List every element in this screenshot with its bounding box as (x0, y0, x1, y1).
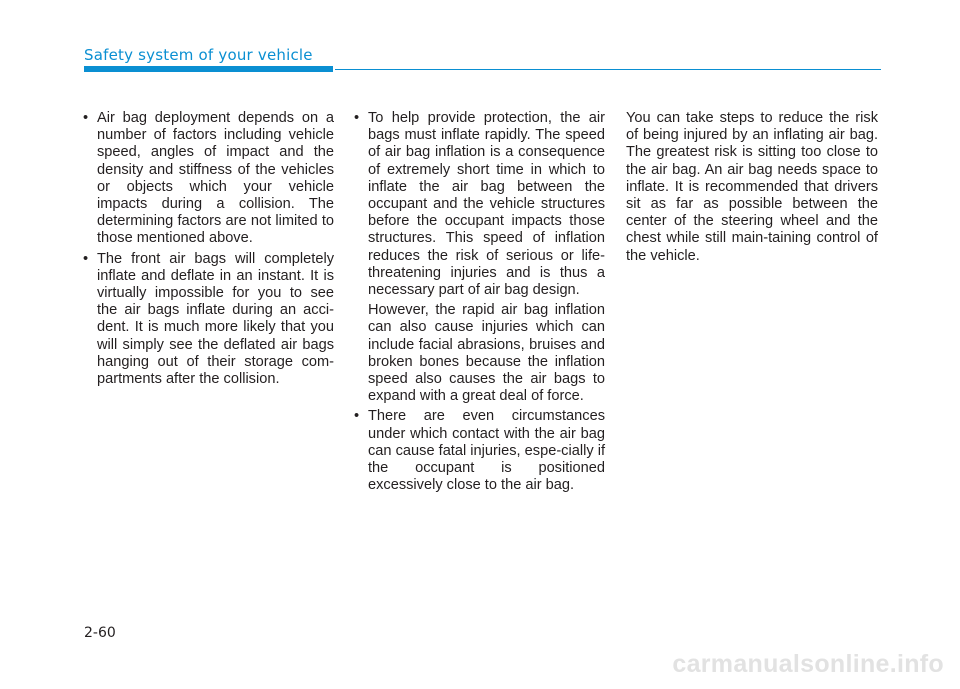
text-column-1 (82, 110, 334, 391)
bullet-item (353, 408, 605, 494)
page-number: 2-60 (84, 625, 116, 641)
bullet-text: Air bag deployment depends on a number of factors including vehicle speed, angles of impact and the density and stiffness of the vehicles or objects which your vehicle impacts during a collision. The determining factors are not limited to those mentioned above. (97, 110, 334, 247)
body-paragraph: You can take steps to reduce the risk of being injured by an inflating air bag. The greatest risk is sitting too close to the air bag. An air bag needs space to inflate. It is recommended that drivers sit as far as possible between the center of the steering wheel and the chest while still main-taining control of the vehicle. (626, 110, 878, 264)
bullet-item (82, 251, 334, 389)
bullet-marker: • (83, 250, 89, 267)
bullet-marker: • (354, 408, 360, 425)
section-title: Safety system of your vehicle (84, 46, 313, 64)
header-rule-thick (84, 66, 333, 72)
bullet-marker: • (83, 110, 89, 126)
bullet-text: The front air bags will completely inflate and deflate in an instant. It is virtually impossible for you to see the air bags inflate during an acci-dent. It is much more likely that you will simply see the deflated air bags hanging out of their storage com-partments after the collision. (97, 250, 334, 388)
bullet-text: There are even circumstances under which contact with the air bag can cause fatal injuries, espe-cially if the occupant is positioned excessively close to the air bag. (368, 408, 605, 494)
continuation-paragraph: However, the rapid air bag inflation can also cause injuries which can include facial abrasions, bruises and broken bones because the inflation speed also causes the air bags to expand with a great deal of force. (368, 302, 605, 405)
bullet-marker: • (354, 110, 360, 126)
bullet-item (82, 110, 334, 248)
watermark: carmanualsonline.info (672, 650, 944, 678)
bullet-item (353, 110, 605, 299)
header-rule-thin (335, 69, 881, 70)
bullet-text: To help provide protection, the air bags must inflate rapidly. The speed of air bag inflation is a consequence of extremely short time in which to inflate the air bag between the occupant and the vehicle structures before the occupant impacts those structures. This speed of inflation reduces the risk of serious or life-threatening injuries and is thus a necessary part of air bag design. (368, 110, 605, 299)
text-column-3 (626, 110, 878, 265)
text-column-2 (353, 110, 605, 497)
